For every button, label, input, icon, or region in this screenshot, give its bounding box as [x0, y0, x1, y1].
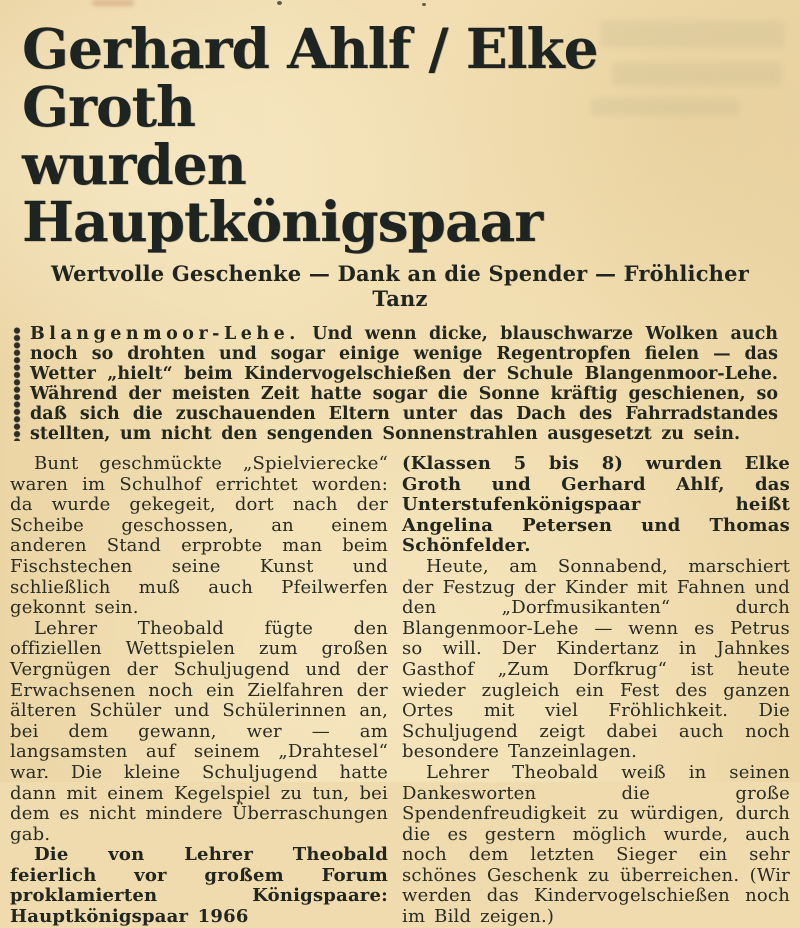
article-subheadline: Wertvolle Geschenke — Dank an die Spender — Fröhlicher Tanz [51, 261, 749, 311]
body-paragraph: Lehrer Theobald fügte den offiziellen Wettspielen zum großen Vergnügen der Schuljugend und der Erwachsenen noch ein Zielfahren der älteren Schüler und Schülerinnen an, bei dem gewann, wer — am langsamsten auf seinem „Drahtesel“ war. Die kleine Schuljugend hatte dann mit einem Kegelspiel zu tun, bei dem es nicht mindere Überraschungen gab. [10, 617, 388, 845]
dotted-border-decoration [13, 327, 21, 441]
headline-line1: Gerhard Ahlf / Elke Groth [22, 16, 598, 139]
dateline: Blangenmoor-Lehe. [30, 324, 300, 344]
article-body [10, 454, 790, 928]
headline-line2: wurden Hauptkönigspaar [22, 131, 543, 255]
ink-speck [277, 1, 282, 5]
body-paragraph-bold: (Klassen 5 bis 8) wurden Elke Groth und Gerhard Ahlf, das Unterstufenkönigspaar heißt Angelina Petersen und Thomas Schönfelder. [402, 453, 790, 557]
body-paragraph: Heute, am Sonnabend, marschiert der Festzug der Kinder mit Fahnen und den „Dorfmusikanten“ durch Blangenmoor-Lehe — wenn es Petrus so will. Der Kindertanz in Jahnkes Gasthof „Zum Dorfkrug“ ist heute wieder zugleich ein Fest des ganzen Ortes mit viel Fröhlichkeit. Die Schuljugend zeigt dabei auch noch besondere Tanzeinlagen. [402, 555, 790, 763]
ink-speck [422, 3, 426, 6]
column-left [10, 454, 388, 928]
body-paragraph: Lehrer Theobald weiß in seinen Dankesworten die große Spendenfreudigkeit zu würdigen, durch die es gestern möglich wurde, auch noch dem letzten Sieger ein sehr schönes Geschenk zu überreichen. (Wir werden das Kindervogelschießen noch im Bild zeigen.) [402, 761, 790, 928]
lead-section [30, 324, 778, 444]
scan-smudge-artifact [92, 0, 134, 6]
lead-text: Und wenn dicke, blauschwarze Wolken auch noch so drohten und sogar einige wenige Regentropfen fielen — das Wetter „hielt“ beim Kindervogelschießen der Schule Blangenmoor-Lehe. Während der meisten Zeit hatte sogar die Sonne kräftig geschienen, so daß sich die zuschauenden Eltern unter das Dach des Fahrradstandes stellten, um nicht den sengenden Sonnenstrahlen ausgesetzt zu sein. [30, 324, 778, 444]
body-paragraph: Bunt geschmückte „Spielvierecke“ waren im Schulhof errichtet worden: da wurde gekegeit, dort nach der Scheibe geschossen, an einem anderen Stand erprobte man beim Fischstechen seine Kunst und schließlich muß auch Pfeilwerfen gekonnt sein. [10, 453, 388, 619]
body-paragraph-bold: Die von Lehrer Theobald feierlich vor großem Forum proklamierten Königspaare: Hauptkönigspaar 1966 [10, 844, 388, 928]
column-right [402, 454, 790, 928]
lead-paragraph [30, 324, 778, 444]
article-headline [22, 16, 780, 255]
